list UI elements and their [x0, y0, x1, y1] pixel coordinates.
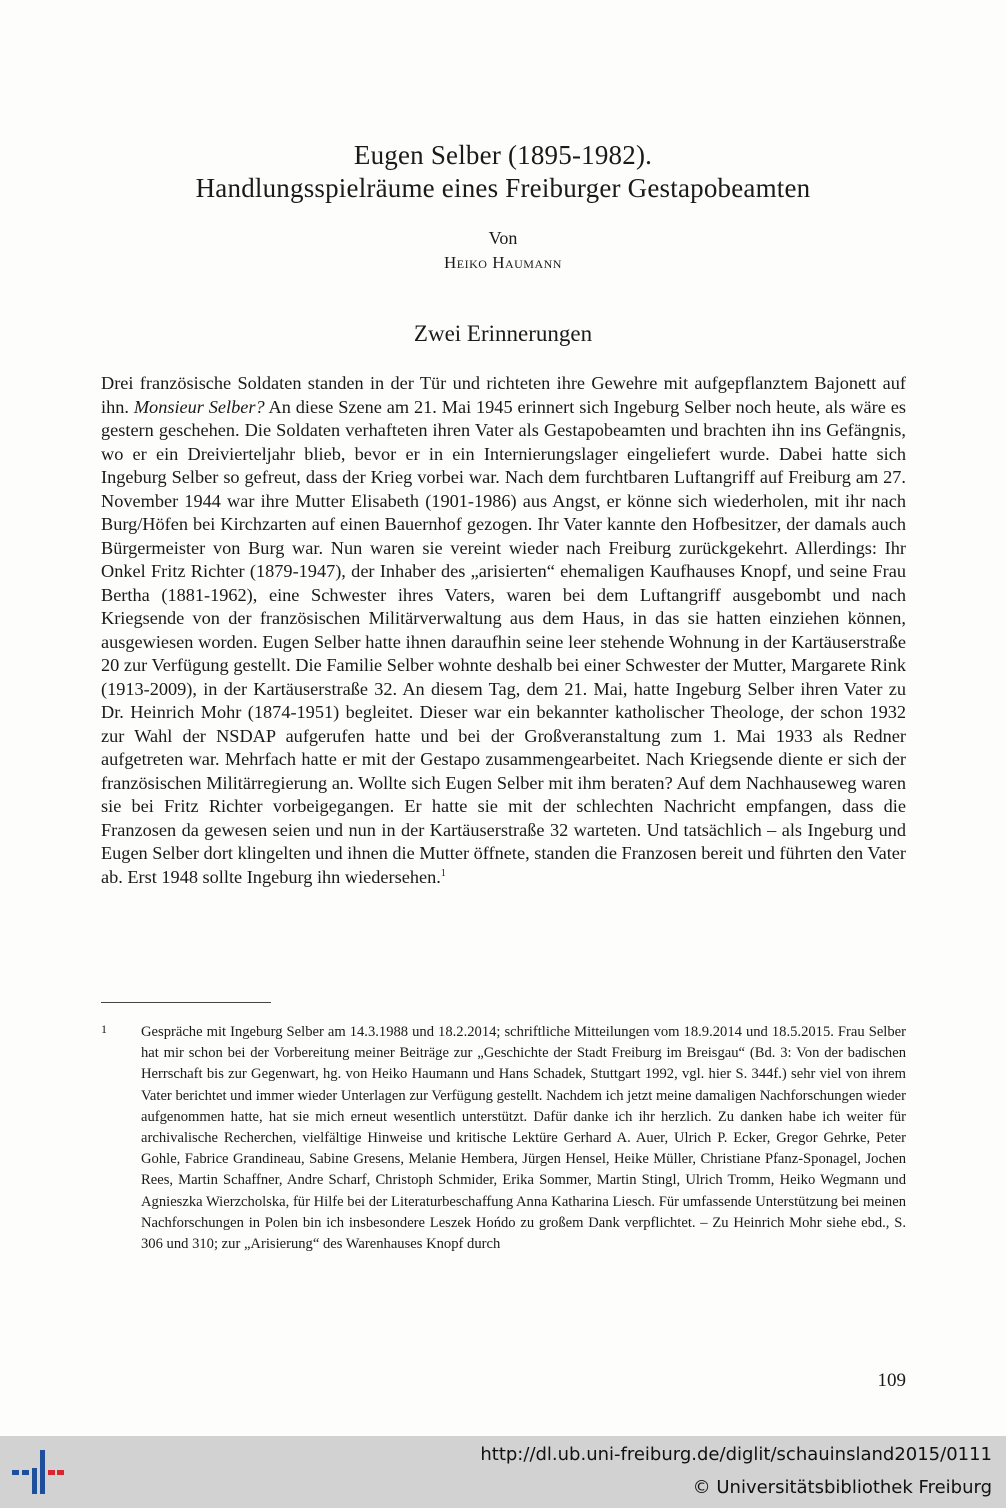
article-title-line2: Handlungsspielräume eines Freiburger Gestapobeamten [195, 173, 811, 203]
body-text-part1: Drei französische Soldaten standen in der Tür und richteten ihre Gewehre mit aufgepflanztem Bajonett auf ihn. [101, 373, 906, 417]
permalink-url[interactable]: http://dl.ub.uni-freiburg.de/diglit/schauinsland2015/0111 [480, 1444, 992, 1465]
body-text-italic: Monsieur Selber? [133, 396, 265, 417]
footnote-divider [101, 1002, 271, 1003]
author-name: Heiko Haumann [444, 253, 562, 272]
copyright-notice: © Universitätsbibliothek Freiburg [692, 1477, 992, 1498]
footnote-reference[interactable]: 1 [440, 867, 446, 879]
ub-freiburg-logo-icon [12, 1448, 64, 1496]
body-text-part2: An diese Szene am 21. Mai 1945 erinnert sich Ingeburg Selber noch heute, als wäre es gestern geschehen. Die Soldaten verhafteten ihren Vater als Gestapobeamten und brachten ihn ins Gefängnis, wo er ein Dreivierteljahr blieb, bevor er in ein Internierungslager eingeliefert wurde. Dabei hatte sich Ingeburg Selber so gefreut, dass der Krieg vorbei war. Nach dem furchtbaren Luftangriff auf Freiburg am 27. November 1944 war ihre Mutter Elisabeth (1901-1986) aus Angst, er könne sich wiederholen, mit ihr nach Burg/Höfen bei Kirchzarten auf einen Bauernhof gezogen. Ihr Vater kannte den Hofbesitzer, der damals auch Bürgermeister von Burg war. Nun waren sie vereint wieder nach Freiburg zurückgekehrt. Allerdings: Ihr Onkel Fritz Richter (1879-1947), der Inhaber des „arisierten“ ehemaligen Kaufhauses Knopf, und seine Frau Bertha (1881-1962), eine Schwester ihres Vaters, waren bei dem Luftangriff ausgebombt und nach Kriegsende von der französischen Militärverwaltung aus dem Haus, in das sie hatten einziehen können, ausgewiesen worden. Eugen Selber hatte ihnen daraufhin seine leer stehende Wohnung in der Kartäuserstraße 20 zur Verfügung gestellt. Die Familie Selber wohnte deshalb bei einer Schwester der Mutter, Margarete Rink (1913-2009), in der Kartäuserstraße 32. An diesem Tag, dem 21. Mai, hatte Ingeburg Selber ihren Vater zu Dr. Heinrich Mohr (1874-1951) begleitet. Dieser war ein bekannter katholischer Theologe, der schon 1932 zur Wahl der NSDAP aufgerufen hatte und bei der Großveranstaltung zum 1. Mai 1933 als Redner aufgetreten war. Mehrfach hatte er mit der Gestapo zusammengearbeitet. Nach Kriegsende diente er sich der französischen Militärregierung an. Wollte sich Eugen Selber mit ihm beraten? Auf dem Nachhauseweg waren sie bei Fritz Richter vorbeigegangen. Er hatte sie mit der schlechten Nachricht empfangen, dass die Franzosen da gewesen seien und nun in der Kartäuserstraße 32 warteten. Und tatsächlich – als Ingeburg und Eugen Selber dort klingelten und ihnen die Mutter öffnete, standen die Franzosen bereit und führten den Vater ab. Erst 1948 sollte Ingeburg ihn wiedersehen. [101, 396, 906, 887]
footnote-number: 1 [101, 1022, 107, 1036]
page-number: 109 [877, 1370, 906, 1391]
byline-von: Von [488, 228, 518, 248]
footnote-text: Gespräche mit Ingeburg Selber am 14.3.1988 und 18.2.2014; schriftliche Mitteilungen vom 18.9.2014 und 18.5.2015. Frau Selber hat mir schon bei der Vorbereitung meiner Beiträge zur „Geschichte der Stadt Freiburg im Breisgau“ (Bd. 3: Von der badischen Herrschaft bis zur Gegenwart, hg. von Heiko Haumann und Hans Schadek, Stuttgart 1992, vgl. hier S. 344f.) sehr viel von ihrem Vater berichtet und immer wieder Unterlagen zur Verfügung gestellt. Nachdem ich jetzt meine damaligen Nachforschungen wieder aufgenommen hatte, hat sie mich erneut wesentlich unterstützt. Dafür danke ich ihr herzlich. Zu danken habe ich weiter für archivalische Recherchen, vielfältige Hinweise und kritische Lektüre Gerhard A. Auer, Ulrich P. Ecker, Gregor Gehrke, Peter Gohle, Fabrice Grandineau, Sabine Gresens, Melanie Hembera, Jürgen Hensel, Heike Müller, Christiane Pfanz-Sponagel, Jochen Rees, Martin Schaffner, Andre Scharf, Christoph Schmider, Erika Sommer, Martin Stingl, Ulrich Tromm, Heiko Wegmann und Agnieszka Wierzcholska, für Hilfe bei der Literaturbeschaffung Anna Katharina Liesch. Für umfassende Unterstützung bei meinen Nachforschungen in Polen bin ich insbesondere Leszek Hońdo zu großem Dank verpflichtet. – Zu Heinrich Mohr siehe ebd., S. 306 und 310; zur „Arisierung“ des Warenhauses Knopf durch [141, 1024, 906, 1253]
section-heading: Zwei Erinnerungen [413, 321, 593, 346]
viewer-footer-bar [0, 1436, 1006, 1508]
article-title-line1: Eugen Selber (1895-1982). [353, 140, 653, 170]
body-paragraph [101, 372, 906, 889]
